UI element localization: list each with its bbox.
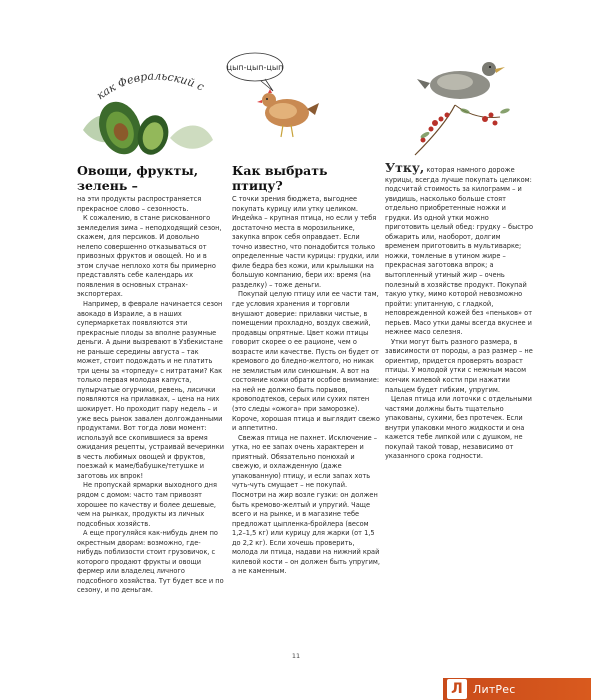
chicken-speech-text: цып-цып-цып — [226, 63, 284, 72]
paragraph: К сожалению, в стане рискованного земледелия зима – неподходящий сезон, скажем, для персиков. И довольно нелепо совершенно отказываться от привозных фруктов и овощей. Но и в этом случае неплохо хотя бы примерно представлять себе календарь их появления в основных странах-экспортерах. — [77, 214, 222, 299]
column-heading: Овощи, фрукты, зелень – — [77, 163, 199, 193]
litres-brand-text: ЛитРес — [473, 682, 516, 696]
avocado-illustration — [75, 60, 220, 160]
paragraph: Целая птица или лоточки с отдельными частями должны быть тщательно упакованы, сухими, без протечек. Если внутри упаковки много жидкости и она кажется тебе липкой или с душком, не покупай такой товар, независимо от указанного срока годности. — [385, 395, 532, 461]
svg-text:как Февральский сезонный авока — [75, 60, 206, 102]
litres-badge[interactable] — [443, 678, 591, 700]
column-heading: Утку, — [385, 160, 425, 175]
avocado-caption: как Февральский с — [94, 69, 207, 103]
column-vegetables — [77, 163, 225, 596]
column-heading: Как выбрать птицу? — [232, 163, 328, 193]
column-poultry — [232, 163, 380, 577]
paragraph: С точки зрения бюджета, выгоднее покупать курицу или утку целиком. Индейка – крупная птица, но если у тебя достаточно места в морозильнике, закупка впрок себя оправдает. Если точно известно, что понадобится только определенные части курицы: грудки, или филе бедра без кожи, или крылышки на большую компанию, бери их: время (на разделку) – тоже деньги. — [232, 195, 379, 289]
lead-text: которая намного дороже курицы, всегда лучше покупать целиком: подсчитай стоимость за килограмм – и увидишь, насколько больше стоят отдельно приобретенные ножки и грудки. Из одной утки можно приготовить целый обед: грудку – быстро обжарить или, наоборот, долгим временем приготовить в мультиварке; ножки, томленые в утином жире – прекрасная заготовка впрок; а вытопленный утиный жир – очень полезный в хозяйстве продукт. Покупай такую утку, мимо которой невозможно пройти: упитанную, с гладкой, неповрежденной кожей без «пеньков» от перьев. Масо утки дамы всегда вкуснее и нежнее масо селезня. — [385, 166, 533, 337]
chicken-illustration — [225, 45, 325, 145]
paragraph: на эти продукты распространяется прекрасное слово – сезонность. — [77, 195, 202, 213]
lead-paragraph — [385, 160, 533, 338]
page-number: 11 — [291, 652, 301, 660]
litres-logo-icon: Л — [447, 679, 467, 699]
paragraph: А еще прогуляйся как-нибудь днем по окрестным дворам: возможно, где-нибудь поблизости стоит грузовичок, с которого продают фрукты и овощи фермер или владелец личного подсобного хозяйства. Тут будет все и по сезону, и по деньгам. — [77, 529, 224, 595]
paragraph: Не пропускай ярмарки выходного дня рядом с домом: часто там привозят хорошее по качеству и более дешевые, чем на рынках, продукты из личных подсобных хозяйств. — [77, 481, 217, 528]
paragraph: Утки могут быть разного размера, в зависимости от породы, а раз размер – не ориентир, придется проверять возраст птицы. У молодой утки с нежным масом кончик килевой кости при нажатии пальцем будет гибким, упругим. — [385, 337, 533, 394]
paragraph: Свежая птица не пахнет. Исключение – утка, но ее запах очень характерен и приятный. Обязательно понюхай и свежую, и охлажденную (даже упакованную) птицу, и если запах хоть чуть-чуть смущает – не покупай. Посмотри на жир возле гузки: он должен быть кремово-желтый и упругий. Чаще всего и на рынке, и в магазине тебе предложат цыпленка-бройлера (весом 1,2–1,5 кг) или курицу для жарки (от 1,5 до 2,2 кг). Если хочешь проверить, молода ли птица, надави на нижний край килевой кости – он должен быть упругим, а не каменным. — [232, 433, 380, 576]
paragraph: Например, в феврале начинается сезон авокадо в Израиле, а в наших супермаркетах появляются эти прекрасные плоды за вполне разумные деньги. А дыни вызревают в Узбекистане не раньше середины августа – так может, стоит подождать и не платить три цены за «торпеду» с нитратами? Как только первая молодая капуста, пупырчатые огурчики, ревень, лисички появляются на прилавках, – цена на них шокирует. Но проходит пару недель – и уже весь рынок завален долгожданными продуктами. Вот тогда лови момент: используй все скопившиеся за время ожидания рецепты, устраивай вечеринки в честь любимых овощей и фруктов, поезжай к маме/бабушке/тетушке и заготовь их впрок! — [77, 300, 224, 480]
duck-illustration — [395, 45, 525, 160]
paragraph: Покупай целую птицу или ее части там, где условия хранения и торговли внушают доверие: прилавки чистые, в помещении прохладно, воздух свежий, продавцы опрятные. Цвет кожи птицы говорит скорее о ее рационе, чем о возрасте или качестве. Пусть он будет от кремового до бледно-желтого, но никак не землистым или синюшным. А вот на состояние кожи обрати особое внимание: на ней не должно быть порывов, кровоподтеков, серых или сухих пятен (это следы «ожога» при заморозке). Короче, хорошая птица и выглядит свежо и аппетитно. — [232, 290, 380, 433]
column-duck — [385, 160, 533, 462]
